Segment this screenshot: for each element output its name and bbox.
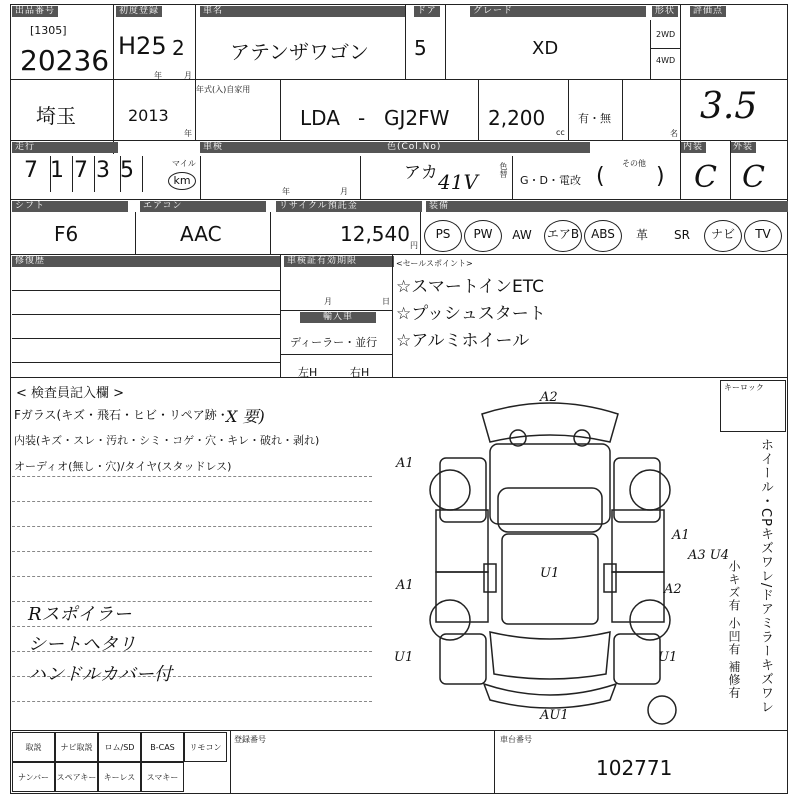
hand-note: シートヘタリ (28, 634, 136, 655)
reg-month: 2 (172, 36, 185, 60)
grade-label: グレード (470, 6, 646, 17)
cc-unit: cc (556, 128, 565, 137)
front-left-wheel (430, 470, 470, 510)
hand-notes (28, 600, 172, 690)
audio-tire-line: オーディオ(無し・穴)/タイヤ(スタッドレス) (14, 460, 232, 473)
mark-u1-right: U1 (658, 650, 678, 665)
accessory-cell: ナビ取説 (55, 732, 98, 762)
mark-u1-center: U1 (540, 566, 560, 581)
glass-line: Fガラス(キズ・飛石・ヒビ・リペア跡・ (14, 408, 229, 422)
equipment-option: PW (464, 220, 502, 252)
windshield (498, 488, 602, 532)
mark-a3-u4: A3 U4 (688, 548, 730, 563)
shift-value: F6 (54, 222, 79, 246)
paint-paren-close: ) (656, 164, 665, 189)
lot-label: 出品番号 (12, 6, 58, 17)
mark-a2-right: A2 (664, 582, 682, 597)
car-diagram (400, 384, 710, 730)
mark-a2-top: A2 (540, 390, 558, 405)
sales-point: ☆スマートインETC (396, 277, 545, 297)
equipment-option: TV (744, 220, 782, 252)
mark-a1-right: A1 (672, 528, 690, 543)
ruled-line (12, 476, 372, 477)
rear-window (490, 632, 610, 679)
equipment-label: 装備 (426, 201, 788, 212)
paint-options: G・D・電改 (520, 174, 581, 187)
accessory-cell: リモコン (184, 732, 227, 762)
model-year-note: 年式(入)自家用 (196, 85, 251, 94)
color-name: アカ (404, 163, 438, 183)
hood (490, 444, 610, 524)
accessory-cell: B-CAS (141, 732, 184, 762)
equipment-option: ナビ (704, 220, 742, 252)
front-right-door (612, 510, 664, 572)
region: 埼玉 (36, 104, 76, 128)
name-suffix: 名 (670, 129, 678, 138)
interior-score: C (694, 160, 717, 195)
drive-4wd: 4WD (656, 56, 676, 65)
mark-au1: AU1 (540, 708, 569, 723)
left-hand-drive: 左H (298, 366, 318, 379)
front-bumper (482, 403, 618, 442)
grade-value: XD (532, 38, 559, 59)
paint-other: その他 (622, 159, 646, 168)
color-side: 色替 (499, 162, 508, 178)
shift-label: シフト (12, 201, 128, 212)
repair-history-label: 修復歴 (12, 256, 280, 267)
era-year: H25 (118, 32, 167, 60)
color-code: 41V (438, 170, 478, 194)
reg-number-label: 登録番号 (234, 735, 266, 744)
valid-month: 月 (324, 297, 332, 306)
month-suffix: 月 (184, 71, 192, 80)
inspection-label: 車検 (200, 142, 386, 153)
inspection-month-suffix: 月 (340, 187, 348, 196)
model-code-dash: - (358, 106, 366, 130)
displacement: 2,200 (488, 106, 546, 130)
doors-value: 5 (414, 36, 427, 60)
ruled-line (12, 551, 372, 552)
right-hand-drive: 右H (350, 366, 370, 379)
exterior-score: C (742, 160, 765, 195)
model-code-prefix: LDA (300, 106, 340, 130)
chassis-number: 102771 (596, 756, 673, 780)
ac-value: AAC (180, 222, 222, 246)
right-mirror (604, 564, 616, 592)
lot-prefix: [1305] (30, 24, 67, 37)
equipment-option: 革 (635, 228, 648, 242)
year-suffix: 年 (154, 71, 162, 80)
shape-label: 形状 (652, 6, 678, 17)
recycle-fee: 12,540 (340, 222, 410, 246)
score-value: 3.5 (700, 86, 758, 127)
equipment-option: ABS (584, 220, 622, 252)
km-circled: km (168, 172, 196, 190)
accessory-cell: 取説 (12, 732, 55, 762)
car-name-label: 車名 (200, 6, 406, 17)
side-note-2: 小キズ有 小凹有 補修有 (727, 560, 741, 700)
rear-left-quarter (440, 634, 486, 684)
yes-no: 有・無 (578, 112, 611, 125)
mileage-label: 走行 (12, 142, 118, 153)
hand-note: Rスポイラー (28, 604, 132, 625)
mileage-digit: 7 (24, 158, 38, 183)
glass-mark: X 要) (226, 407, 265, 426)
front-left-fender (440, 458, 486, 522)
sales-points (396, 274, 546, 355)
first-reg-label: 初度登録 (116, 6, 162, 17)
mileage-digit: 1 (50, 158, 64, 183)
front-right-fender (614, 458, 660, 522)
ruled-line (12, 576, 372, 577)
equipment-option: PS (424, 220, 462, 252)
accessory-cell: キーレス (98, 762, 141, 792)
model-year-suffix: 年 (184, 129, 192, 138)
rear-bumper (484, 684, 616, 708)
mark-a1-upper-left: A1 (396, 456, 414, 471)
spare-circle (648, 696, 676, 724)
ac-label: エアコン (140, 201, 266, 212)
ruled-line (12, 526, 372, 527)
hand-note: ハンドルカバー付 (28, 664, 172, 685)
yen-unit: 円 (410, 241, 418, 250)
mark-a1-lower-left: A1 (396, 578, 414, 593)
car-name: アテンザワゴン (230, 40, 369, 64)
inspection-year-suffix: 年 (282, 187, 290, 196)
mileage-digit: 7 (74, 158, 88, 183)
sales-label: <セールスポイント> (396, 259, 473, 268)
equipment-option: SR (674, 228, 690, 242)
interior-label: 内装 (680, 142, 706, 153)
left-mirror (484, 564, 496, 592)
color-label: 色(Col.No) (384, 142, 590, 153)
doors-label: ドア (414, 6, 440, 17)
recycle-label: リサイクル預託金 (276, 201, 422, 212)
mileage-digit: 5 (120, 158, 134, 183)
side-note: ホイール・CPキズワレ/ドアミラーキズワレ (758, 438, 773, 715)
import-label: 輸入車 (300, 312, 376, 323)
ruled-line (12, 501, 372, 502)
model-year: 2013 (128, 106, 169, 125)
interior-line: 内装(キズ・スレ・汚れ・シミ・コゲ・穴・キレ・破れ・剥れ) (14, 434, 320, 447)
front-right-wheel (630, 470, 670, 510)
equipment-options (424, 218, 788, 252)
mile-label: マイル (172, 159, 196, 168)
front-left-door (436, 510, 488, 572)
equipment-option: エアB (544, 220, 582, 252)
paint-paren-open: ( (596, 164, 605, 189)
rear-left-door (436, 572, 488, 622)
valid-day: 日 (382, 297, 390, 306)
accessory-cell: スペアキー (55, 762, 98, 792)
chassis-label: 車台番号 (500, 735, 532, 744)
drive-2wd: 2WD (656, 30, 676, 39)
sales-point: ☆プッシュスタート (396, 304, 546, 324)
ruled-line (12, 701, 372, 702)
equipment-option: AW (512, 228, 532, 242)
mark-u1-left: U1 (394, 650, 414, 665)
dealer-parallel: ディーラー・並行 (290, 336, 378, 349)
mileage-digit: 3 (96, 158, 110, 183)
valid-label: 車検証有効期限 (284, 256, 394, 267)
rear-right-door (612, 572, 664, 622)
accessory-cell: ロム/SD (98, 732, 141, 762)
inspector-title: < 検査員記入欄 > (16, 386, 125, 401)
score-label: 評価点 (690, 6, 726, 17)
lot-number: 20236 (20, 44, 110, 77)
accessory-cell: ナンバー (12, 762, 55, 792)
exterior-label: 外装 (730, 142, 756, 153)
accessory-cell: スマキー (141, 762, 184, 792)
rear-right-quarter (614, 634, 660, 684)
key-lock-label: キーロック (724, 383, 764, 392)
model-code: GJ2FW (384, 106, 450, 130)
sales-point: ☆アルミホイール (396, 331, 530, 351)
